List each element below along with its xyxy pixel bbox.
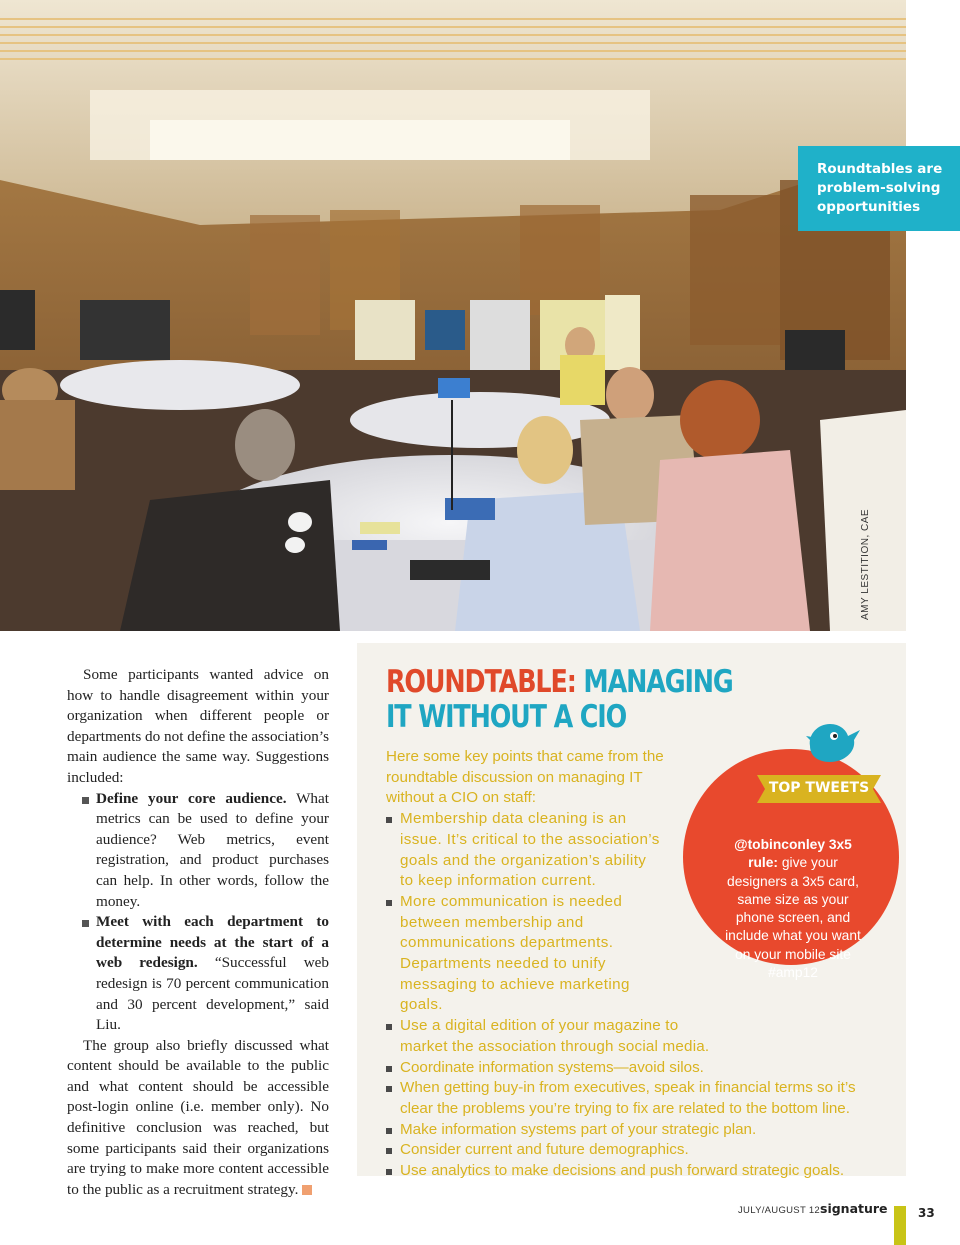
sidebar-title-topic: MANAGING <box>575 664 733 700</box>
article-intro-paragraph: Some participants wanted advice on how to handle disagreement within your organization when different people or departments do not define the association’s main audience the same way. Suggestions included: <box>67 666 329 786</box>
bullet-square-icon <box>386 817 392 823</box>
bullet-square-icon <box>82 920 89 927</box>
list-item <box>67 789 329 913</box>
closing-text: The group also briefly discussed what content should be available to the public and what content should be accessible post-login online (i.e. member only). No definitive conclusion was reached, but some participants said their organizations are trying to make more content accessible to the public as a recruitment strategy. <box>67 1036 329 1198</box>
list-item: Coordinate information systems—avoid silos. <box>386 1058 886 1079</box>
bullet-square-icon <box>386 900 392 906</box>
article-closing-paragraph <box>67 1036 329 1201</box>
tweet-content <box>718 836 868 982</box>
photo-credit: AMY LESTITION, CAE <box>860 508 871 620</box>
sidebar-intro: Here some key points that came from the roundtable discussion on managing IT without a CIO on staff: <box>386 748 664 807</box>
twitter-bird-icon <box>804 716 864 764</box>
bullet-text: “Successful web redesign is 70 percent communication and 30 percent development,” said Liu. <box>96 954 329 1034</box>
bullet-square-icon <box>82 797 89 804</box>
page-number: 33 <box>918 1206 935 1220</box>
bullet-square-icon <box>386 1148 392 1154</box>
bullet-square-icon <box>386 1024 392 1030</box>
bullet-lead: Define your core audience. <box>96 789 287 807</box>
list-item: More communication is needed between membership and communications departments. Departments needed to unify messaging to achieve marketing goals. <box>386 892 662 1016</box>
list-item: When getting buy-in from executives, speak in financial terms so it’s clear the problems you’re trying to fix are related to the bottom line. <box>386 1078 886 1119</box>
tweet-body: give your designers a 3x5 card, same size as your phone screen, and include what you want on your mobile site #amp12 <box>725 855 861 981</box>
footer-issue-date: JULY/AUGUST 12 <box>738 1205 820 1216</box>
sidebar-title-line2: IT WITHOUT A CIO <box>386 699 627 735</box>
sidebar-title <box>386 664 733 735</box>
decorative-stripes <box>0 18 906 62</box>
conference-photo <box>0 0 906 631</box>
list-item: Use analytics to make decisions and push forward strategic goals. <box>386 1161 886 1182</box>
bullet-square-icon <box>386 1066 392 1072</box>
list-item: Membership data cleaning is an issue. It’s critical to the association’s goals and the organization’s ability to keep information current. <box>386 809 662 892</box>
footer-accent-bar <box>894 1206 906 1245</box>
tweet-handle: @tobinconley 3x5 rule: <box>734 837 852 871</box>
conference-room-illustration <box>0 0 906 631</box>
list-item <box>67 912 329 1036</box>
suggestion-list <box>67 789 329 1036</box>
article-body-column <box>67 665 329 1200</box>
bullet-square-icon <box>386 1086 392 1092</box>
top-tweets-label: TOP TWEETS <box>768 780 870 796</box>
footer-magazine-name: signature <box>820 1201 888 1216</box>
bullet-square-icon <box>386 1128 392 1134</box>
bullet-lead: Meet with each department to determine needs at the start of a web redesign. <box>96 913 329 972</box>
bullet-text: What metrics can be used to define your audience? Web metrics, event registration, and product purchases can help. In other words, follow the money. <box>96 789 329 910</box>
sidebar-title-label: ROUNDTABLE: <box>386 664 576 700</box>
photo-caption: Roundtables are problem-solving opportunities <box>817 161 943 215</box>
bullet-square-icon <box>386 1169 392 1175</box>
end-mark-icon <box>302 1185 312 1195</box>
list-item: Consider current and future demographics. <box>386 1140 886 1161</box>
list-item: Use a digital edition of your magazine to market the association through social media. <box>386 1016 720 1057</box>
list-item: Make information systems part of your strategic plan. <box>386 1120 886 1141</box>
photo-caption-box <box>798 146 960 231</box>
